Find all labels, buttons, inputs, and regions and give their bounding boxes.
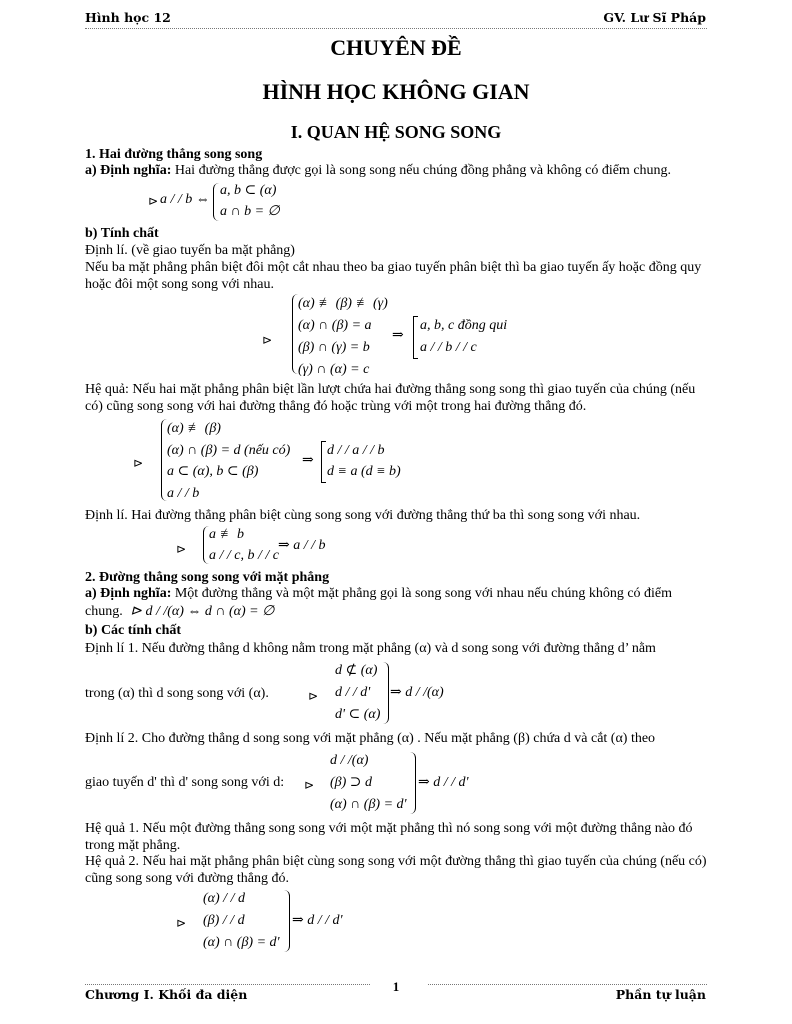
s2-corollary2: Hệ quả 2. Nếu hai mặt phẳng phân biệt cùng song song với một đường thẳng thì giao tuyến của chúng (nếu có) cũng song song với đường thẳng đó. (85, 854, 707, 886)
s1-corollary: Hệ quả: Nếu hai mặt phẳng phân biệt lần lượt chứa hai đường thẳng song song thì giao tuyến của chúng (nếu có) cũng song song với hai đường thẳng đó hoặc trùng với một trong hai đường thẳng đó. (85, 382, 696, 414)
doc-subtitle: HÌNH HỌC KHÔNG GIAN (262, 79, 530, 104)
f3-result2: d ≡ a (d ≡ b) (327, 464, 401, 479)
s1-heading: 1. Hai đường thẳng song song (85, 147, 263, 162)
f3-result1: d / / a / / b (327, 443, 385, 458)
f4-line1: a ≢ b (209, 527, 244, 542)
f7-brace (283, 890, 290, 952)
s2-definition: a) Định nghĩa: Một đường thẳng và một mặt phẳng gọi là song song với nhau nếu chúng không có điểm (85, 586, 673, 601)
s2-properties-heading: b) Các tính chất (85, 623, 182, 638)
f4-line2: a / / c, b / / c (209, 548, 279, 563)
arrow-icon: ⊳ (148, 194, 159, 208)
s1-definition: a) Định nghĩa: Hai đường thẳng được gọi là song song nếu chúng đồng phẳng và không có điểm chung. (85, 163, 672, 178)
f3-line4: a / / b (167, 486, 200, 501)
f2-implies: ⇒ (392, 328, 404, 343)
s1-properties-heading: b) Tính chất (85, 226, 159, 241)
f1-lhs: a / / b ⇔ (160, 192, 210, 207)
f5-line3: d' ⊂ (α) (335, 707, 381, 722)
arrow-icon: ⊳ (133, 456, 144, 470)
arrow-icon: ⊳ (176, 916, 187, 930)
footer-right: Phần tự luận (615, 987, 706, 1002)
f5-line2: d / / d' (335, 685, 371, 700)
footer-left: Chương I. Khối đa diện (85, 987, 248, 1002)
section-title: I. QUAN HỆ SONG SONG (290, 122, 502, 142)
s2-theorem2: Định lí 2. Cho đường thẳng d song song với mặt phẳng (α) . Nếu mặt phẳng (β) chứa d và cắt (α) theo (85, 731, 656, 746)
f2-result2: a / / b / / c (420, 340, 477, 355)
footer-rule-left (85, 984, 370, 985)
footer-rule-right (428, 984, 707, 985)
f6-result: ⇒ d / / d' (418, 775, 469, 790)
f6-brace (409, 752, 416, 814)
s2-definition-cont: chung. ⊳ d / /(α) ⇔ d ∩ (α) = ∅ (85, 604, 275, 619)
s1-theorem1-text: Nếu ba mặt phẳng phân biệt đôi một cắt nhau theo ba giao tuyến phân biệt thì ba giao tuyến ấy hoặc đồng quy hoặc đôi một song song với nhau. (85, 260, 702, 292)
s1-theorem1-title: Định lí. (về giao tuyến ba mặt phẳng) (85, 243, 295, 258)
f3-implies: ⇒ (302, 453, 314, 468)
s2-theorem2-cont: giao tuyến d' thì d' song song với d: (85, 775, 285, 790)
f5-brace (382, 662, 389, 724)
f3-line1: (α) ≢ (β) (167, 421, 221, 436)
arrow-icon: ⊳ (304, 778, 315, 792)
f3-bracket (321, 441, 326, 483)
doc-title: CHUYÊN ĐỀ (330, 35, 462, 60)
f6-line2: (β) ⊃ d (330, 775, 373, 790)
f4-result: ⇒ a / / b (278, 538, 326, 553)
f1-line1: a, b ⊂ (α) (220, 183, 277, 198)
s1-theorem2: Định lí. Hai đường thẳng phân biệt cùng song song với đường thẳng thứ ba thì song song với nhau. (85, 508, 641, 523)
f6-line1: d / /(α) (330, 753, 369, 768)
f3-line2: (α) ∩ (β) = d (nếu có) (167, 443, 291, 458)
s2-corollary1: Hệ quả 1. Nếu một đường thẳng song song với một mặt phẳng thì nó song song với một đường thẳng nào đó trong mặt phẳng. (85, 821, 693, 853)
arrow-icon: ⊳ (308, 689, 319, 703)
arrow-icon: ⊳ (176, 542, 187, 556)
f5-line1: d ⊄ (α) (335, 663, 378, 678)
f1-line2: a ∩ b = ∅ (220, 204, 280, 219)
header-left: Hình học 12 (85, 10, 171, 25)
f2-line1: (α) ≢ (β) ≢ (γ) (298, 296, 388, 311)
f7-line2: (β) / / d (203, 913, 245, 928)
arrow-icon: ⊳ (262, 333, 273, 347)
f2-bracket (413, 316, 418, 359)
f7-result: ⇒ d / / d' (292, 913, 343, 928)
f6-line3: (α) ∩ (β) = d' (330, 797, 407, 812)
f5-result: ⇒ d / /(α) (390, 685, 444, 700)
f3-line3: a ⊂ (α), b ⊂ (β) (167, 464, 259, 479)
s2-theorem1: Định lí 1. Nếu đường thẳng d không nằm trong mặt phẳng (α) và d song song với đường thẳng d’ nằm (85, 641, 656, 656)
f2-line3: (β) ∩ (γ) = b (298, 340, 370, 355)
header-rule (85, 28, 707, 29)
f2-line4: (γ) ∩ (α) = c (298, 362, 370, 377)
s2-heading: 2. Đường thẳng song song với mặt phẳng (85, 570, 330, 585)
f2-result1: a, b, c đồng qui (420, 318, 508, 333)
f2-line2: (α) ∩ (β) = a (298, 318, 372, 333)
f7-line3: (α) ∩ (β) = d' (203, 935, 280, 950)
header-right: GV. Lư Sĩ Pháp (603, 10, 706, 25)
page-number: 1 (392, 979, 400, 994)
f7-line1: (α) / / d (203, 891, 245, 906)
f1-brace (213, 183, 220, 221)
s2-theorem1-cont: trong (α) thì d song song với (α). (85, 686, 269, 701)
